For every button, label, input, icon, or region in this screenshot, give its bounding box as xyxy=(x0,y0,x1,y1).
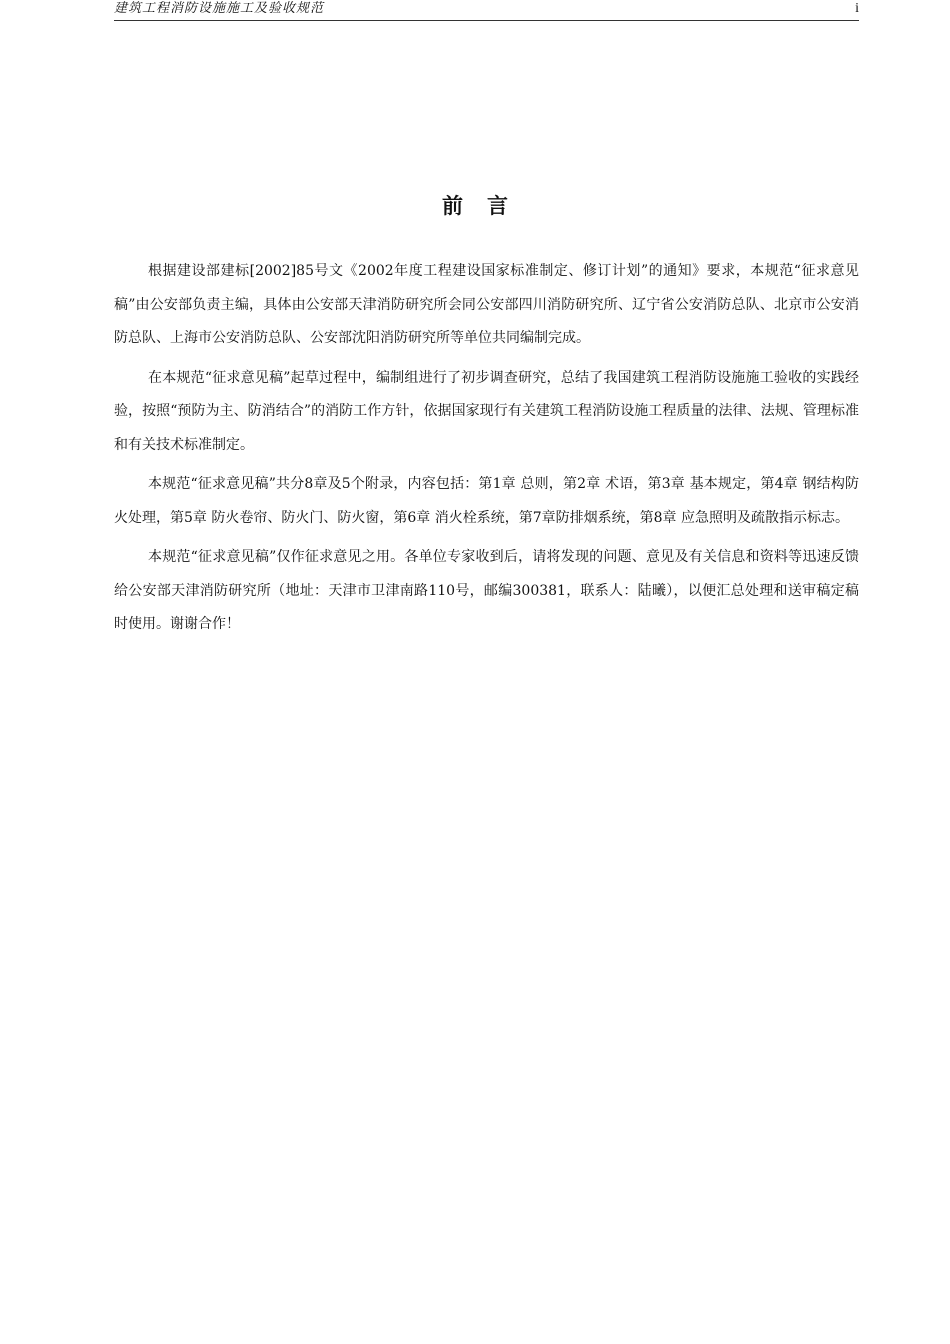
page-header xyxy=(114,0,859,21)
document-body xyxy=(114,255,859,648)
page-number: i xyxy=(855,1,859,16)
paragraph-2: 在本规范“征求意见稿”起草过程中，编制组进行了初步调查研究，总结了我国建筑工程消防设施施工验收的实践经验，按照“预防为主、防消结合”的消防工作方针，依据国家现行有关建筑工程消防设施工程质量的法律、法规、管理标准和有关技术标准制定。 xyxy=(114,369,859,453)
paragraph-1: 根据建设部建标[2002]85号文《2002年度工程建设国家标准制定、修订计划”的通知》要求，本规范“征求意见稿”由公安部负责主编，具体由公安部天津消防研究所会同公安部四川消防研究所、辽宁省公安消防总队、北京市公安消防总队、上海市公安消防总队、公安部沈阳消防研究所等单位共同编制完成。 xyxy=(114,263,859,346)
page-title: 前言 xyxy=(442,194,532,218)
paragraph-4: 本规范“征求意见稿”仅作征求意见之用。各单位专家收到后，请将发现的问题、意见及有关信息和资料等迅速反馈给公安部天津消防研究所（地址：天津市卫津南路110号，邮编300381，联系人：陆曦），以便汇总处理和送审稿定稿时使用。谢谢合作！ xyxy=(114,549,859,632)
header-title: 建筑工程消防设施施工及验收规范 xyxy=(114,1,325,16)
paragraph-3: 本规范“征求意见稿”共分8章及5个附录，内容包括：第1章 总则，第2章 术语，第3章 基本规定，第4章 钢结构防火处理，第5章 防火卷帘、防火门、防火窗，第6章 消火栓系统，第7章防排烟系统，第8章 应急照明及疏散指示标志。 xyxy=(114,476,859,526)
